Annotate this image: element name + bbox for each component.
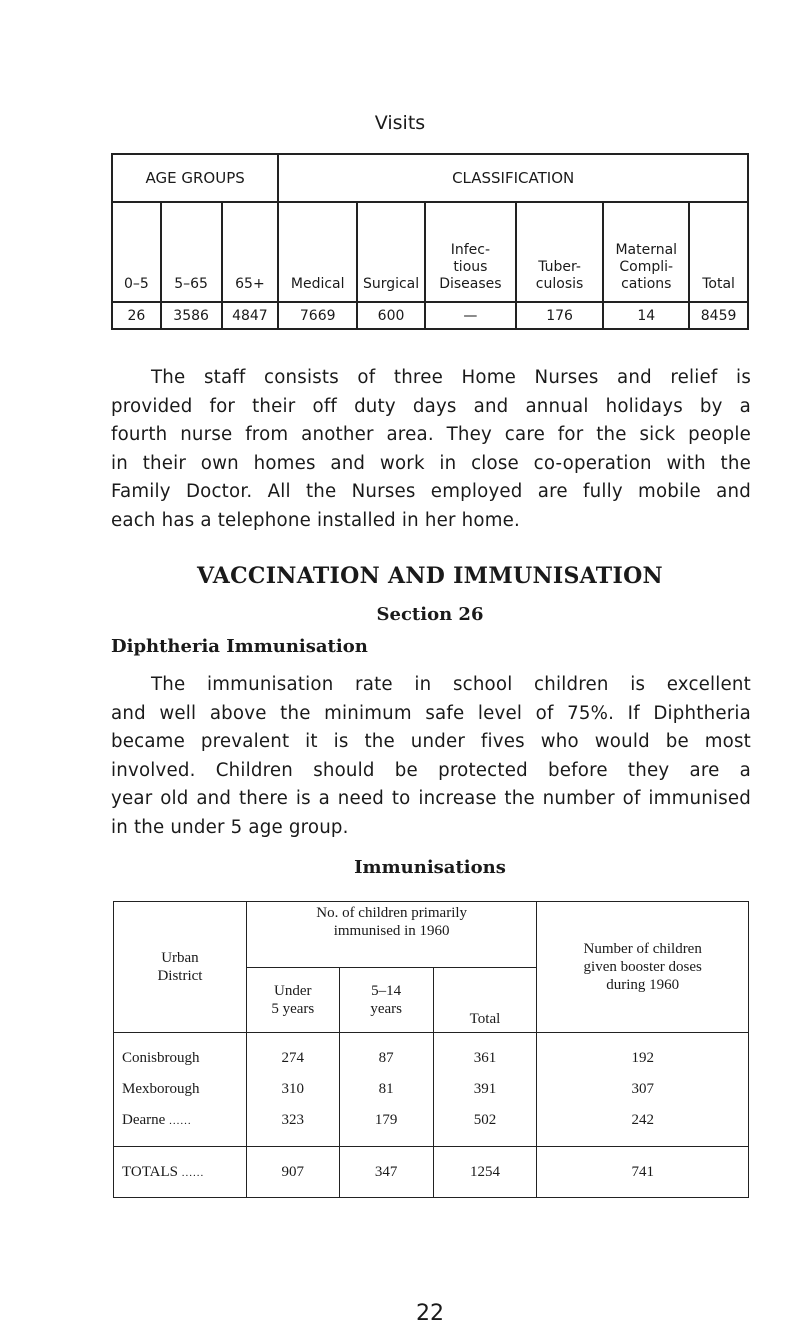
visits-value-cell: — bbox=[425, 302, 516, 329]
paragraph-line: The immunisation rate in school children is excellent bbox=[151, 674, 751, 695]
table-row bbox=[114, 1105, 749, 1147]
paragraph-line: fourth nurse from another area. They care for the sick people bbox=[111, 424, 751, 446]
cell-under5: 310 bbox=[246, 1074, 339, 1105]
visits-value-cell: 4847 bbox=[222, 302, 279, 329]
visits-table bbox=[111, 153, 749, 330]
visits-column-header: Medical bbox=[278, 202, 357, 302]
staff-paragraph bbox=[111, 364, 751, 536]
table-row bbox=[114, 1033, 749, 1075]
totals-booster: 741 bbox=[537, 1147, 749, 1198]
paragraph-line: in the under 5 age group. bbox=[111, 816, 349, 838]
visits-value-cell: 176 bbox=[516, 302, 604, 329]
paragraph-line: each has a telephone installed in her home. bbox=[111, 509, 520, 531]
immunisations-table bbox=[113, 901, 749, 1198]
paragraph-line: and well above the minimum safe level of 75%. If Diphtheria bbox=[111, 702, 751, 724]
cell-under5: 274 bbox=[246, 1033, 339, 1075]
paragraph-line: year old and there is a need to increase the number of immunised bbox=[111, 788, 751, 810]
primary-immunised-header: No. of children primarily immunised in 1960 bbox=[246, 902, 537, 968]
district-name: Mexborough bbox=[122, 1081, 200, 1097]
visits-value-cell: 600 bbox=[357, 302, 425, 329]
totals-dots: ...... bbox=[181, 1166, 205, 1179]
paragraph-line: provided for their off duty days and annual holidays by a bbox=[111, 395, 751, 417]
cell-booster: 192 bbox=[537, 1033, 749, 1075]
paragraph-line: in their own homes and work in close co-operation with the bbox=[111, 452, 751, 474]
totals-under5: 907 bbox=[246, 1147, 339, 1198]
table-row bbox=[114, 1074, 749, 1105]
immunisations-title: Immunisations bbox=[354, 857, 506, 878]
visits-value-cell: 3586 bbox=[161, 302, 222, 329]
diphtheria-paragraph bbox=[111, 671, 751, 843]
district-name: Dearne bbox=[122, 1112, 166, 1128]
paragraph-line: involved. Children should be protected before they are a bbox=[111, 759, 751, 781]
classification-header: CLASSIFICATION bbox=[278, 154, 748, 202]
totals-row bbox=[114, 1147, 749, 1198]
visits-column-header: Maternal Compli- cations bbox=[603, 202, 689, 302]
section-heading: Section 26 bbox=[376, 604, 484, 625]
cell-age5-14: 81 bbox=[339, 1074, 433, 1105]
visits-column-header: Infec- tious Diseases bbox=[425, 202, 516, 302]
district-name: Conisbrough bbox=[122, 1050, 200, 1066]
visits-column-header: Surgical bbox=[357, 202, 425, 302]
visits-column-header: 65+ bbox=[222, 202, 279, 302]
visits-value-cell: 8459 bbox=[689, 302, 748, 329]
cell-total: 502 bbox=[433, 1105, 537, 1147]
totals-label: TOTALS bbox=[122, 1163, 179, 1180]
visits-value-cell: 26 bbox=[112, 302, 161, 329]
visits-column-header: 0–5 bbox=[112, 202, 161, 302]
age5-14-header: 5–14 years bbox=[339, 967, 433, 1033]
cell-age5-14: 87 bbox=[339, 1033, 433, 1075]
vaccination-heading: VACCINATION AND IMMUNISATION bbox=[197, 563, 663, 589]
visits-title: Visits bbox=[374, 112, 426, 134]
paragraph-line: Family Doctor. All the Nurses employed are fully mobile and bbox=[111, 481, 751, 503]
visits-value-cell: 7669 bbox=[278, 302, 357, 329]
paragraph-line: The staff consists of three Home Nurses and relief is bbox=[151, 367, 751, 388]
booster-header: Number of children given booster doses during 1960 bbox=[537, 902, 749, 1033]
leader-dots: ...... bbox=[169, 1115, 192, 1127]
visits-column-header: Tuber- culosis bbox=[516, 202, 604, 302]
paragraph-line: became prevalent it is the under fives who would be most bbox=[111, 731, 751, 753]
diphtheria-subheading: Diphtheria Immunisation bbox=[111, 636, 368, 657]
cell-total: 391 bbox=[433, 1074, 537, 1105]
page-number: 22 bbox=[416, 1301, 444, 1326]
visits-column-header: 5–65 bbox=[161, 202, 222, 302]
cell-booster: 242 bbox=[537, 1105, 749, 1147]
total-header: Total bbox=[433, 967, 537, 1033]
under5-header: Under 5 years bbox=[246, 967, 339, 1033]
cell-booster: 307 bbox=[537, 1074, 749, 1105]
cell-under5: 323 bbox=[246, 1105, 339, 1147]
age-groups-header: AGE GROUPS bbox=[112, 154, 278, 202]
totals-total: 1254 bbox=[433, 1147, 537, 1198]
district-header: Urban District bbox=[114, 902, 247, 1033]
totals-age5-14: 347 bbox=[339, 1147, 433, 1198]
cell-age5-14: 179 bbox=[339, 1105, 433, 1147]
cell-total: 361 bbox=[433, 1033, 537, 1075]
visits-value-cell: 14 bbox=[603, 302, 689, 329]
visits-column-header: Total bbox=[689, 202, 748, 302]
